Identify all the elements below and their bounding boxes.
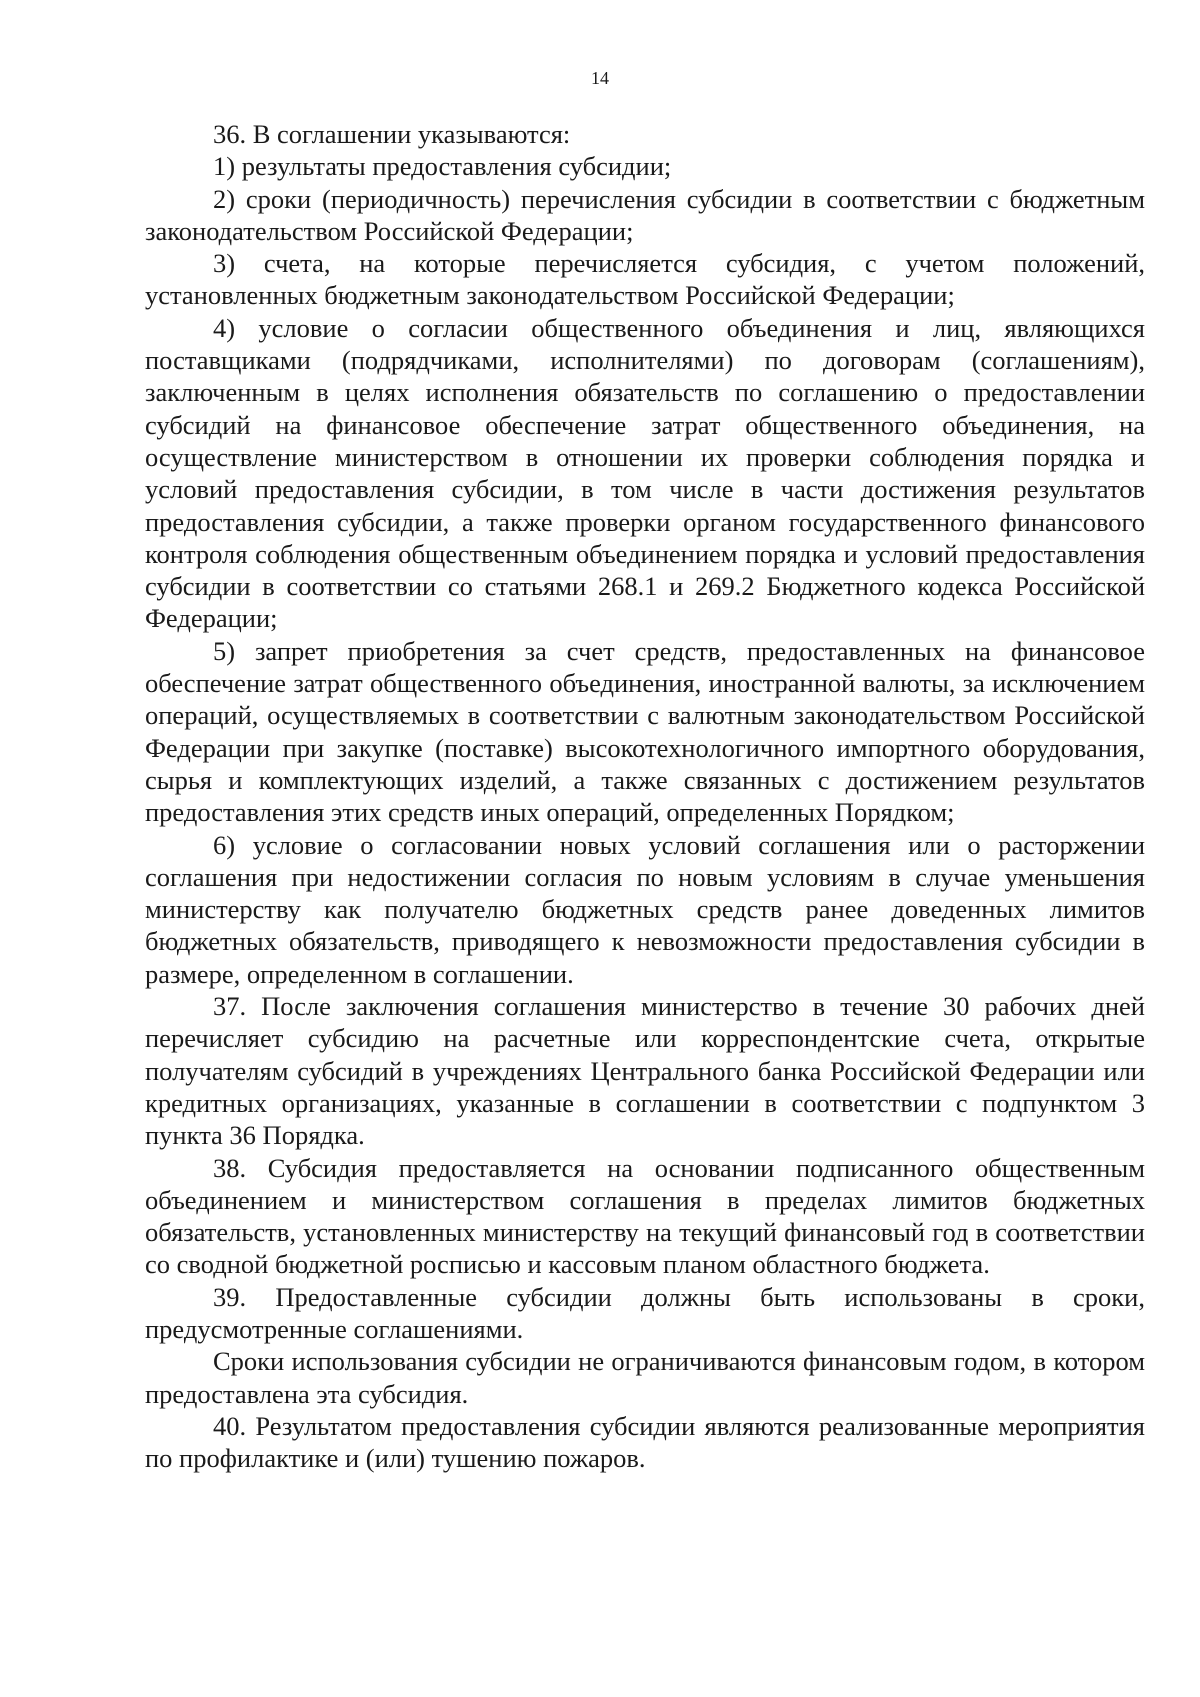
paragraph-40: 40. Результатом предоставления субсидии являются реализованные мероприятия по профилактике и (или) тушению пожаров.	[145, 1410, 1145, 1474]
paragraph-39: 39. Предоставленные субсидии должны быть использованы в сроки, предусмотренные соглашениями.	[145, 1281, 1145, 1344]
paragraph-38: 38. Субсидия предоставляется на основании подписанного общественным объединением и министерством соглашения в пределах лимитов бюджетных обязательств, установленных министерству на текущий финансовый год в соответствии со сводной бюджетной росписью и кассовым планом областного бюджета.	[145, 1152, 1145, 1280]
page-number: 14	[591, 68, 609, 88]
paragraph-36-item-1: 1) результаты предоставления субсидии;	[213, 151, 672, 182]
paragraph-36-item-4: 4) условие о согласии общественного объединения и лиц, являющихся поставщиками (подрядчиками, исполнителями) по договорам (соглашениям), заключенным в целях исполнения обязательств по соглашению о предоставлении субсидий на финансовое обеспечение затрат общественного объединения, на осуществление министерством в отношении их проверки соблюдения порядка и условий предоставления субсидии, в том числе в части достижения результатов предоставления субсидии, а также проверки органом государственного финансового контроля соблюдения общественным объединением порядка и условий предоставления субсидии в соответствии со статьями 268.1 и 269.2 Бюджетного кодекса Российской Федерации;	[145, 312, 1145, 634]
paragraph-39-note: Сроки использования субсидии не ограничиваются финансовым годом, в котором предоставлена эта субсидия.	[145, 1346, 1145, 1409]
document-body	[145, 118, 1145, 1474]
paragraph-36-item-3: 3) счета, на которые перечисляется субсидия, с учетом положений, установленных бюджетным законодательством Российской Федерации;	[145, 248, 1145, 311]
paragraph-36-item-2: 2) сроки (периодичность) перечисления субсидии в соответствии с бюджетным законодательством Российской Федерации;	[145, 183, 1145, 246]
paragraph-37: 37. После заключения соглашения министерство в течение 30 рабочих дней перечисляет субсидию на расчетные или корреспондентские счета, открытые получателям субсидий в учреждениях Центрального банка Российской Федерации или кредитных организациях, указанные в соглашении в соответствии с подпунктом 3 пункта 36 Порядка.	[145, 991, 1145, 1151]
paragraph-36: 36. В соглашении указываются:	[213, 119, 571, 149]
paragraph-36-item-5: 5) запрет приобретения за счет средств, предоставленных на финансовое обеспечение затрат общественного объединения, иностранной валюты, за исключением операций, осуществляемых в соответствии с валютным законодательством Российской Федерации при закупке (поставке) высокотехнологичного импортного оборудования, сырья и комплектующих изделий, а также связанных с достижением результатов предоставления этих средств иных операций, определенных Порядком;	[145, 635, 1145, 828]
paragraph-36-item-6: 6) условие о согласовании новых условий соглашения или о расторжении соглашения при недостижении согласия по новым условиям в случае уменьшения министерству как получателю бюджетных средств ранее доведенных лимитов бюджетных обязательств, приводящего к невозможности предоставления субсидии в размере, определенном в соглашении.	[145, 829, 1145, 989]
